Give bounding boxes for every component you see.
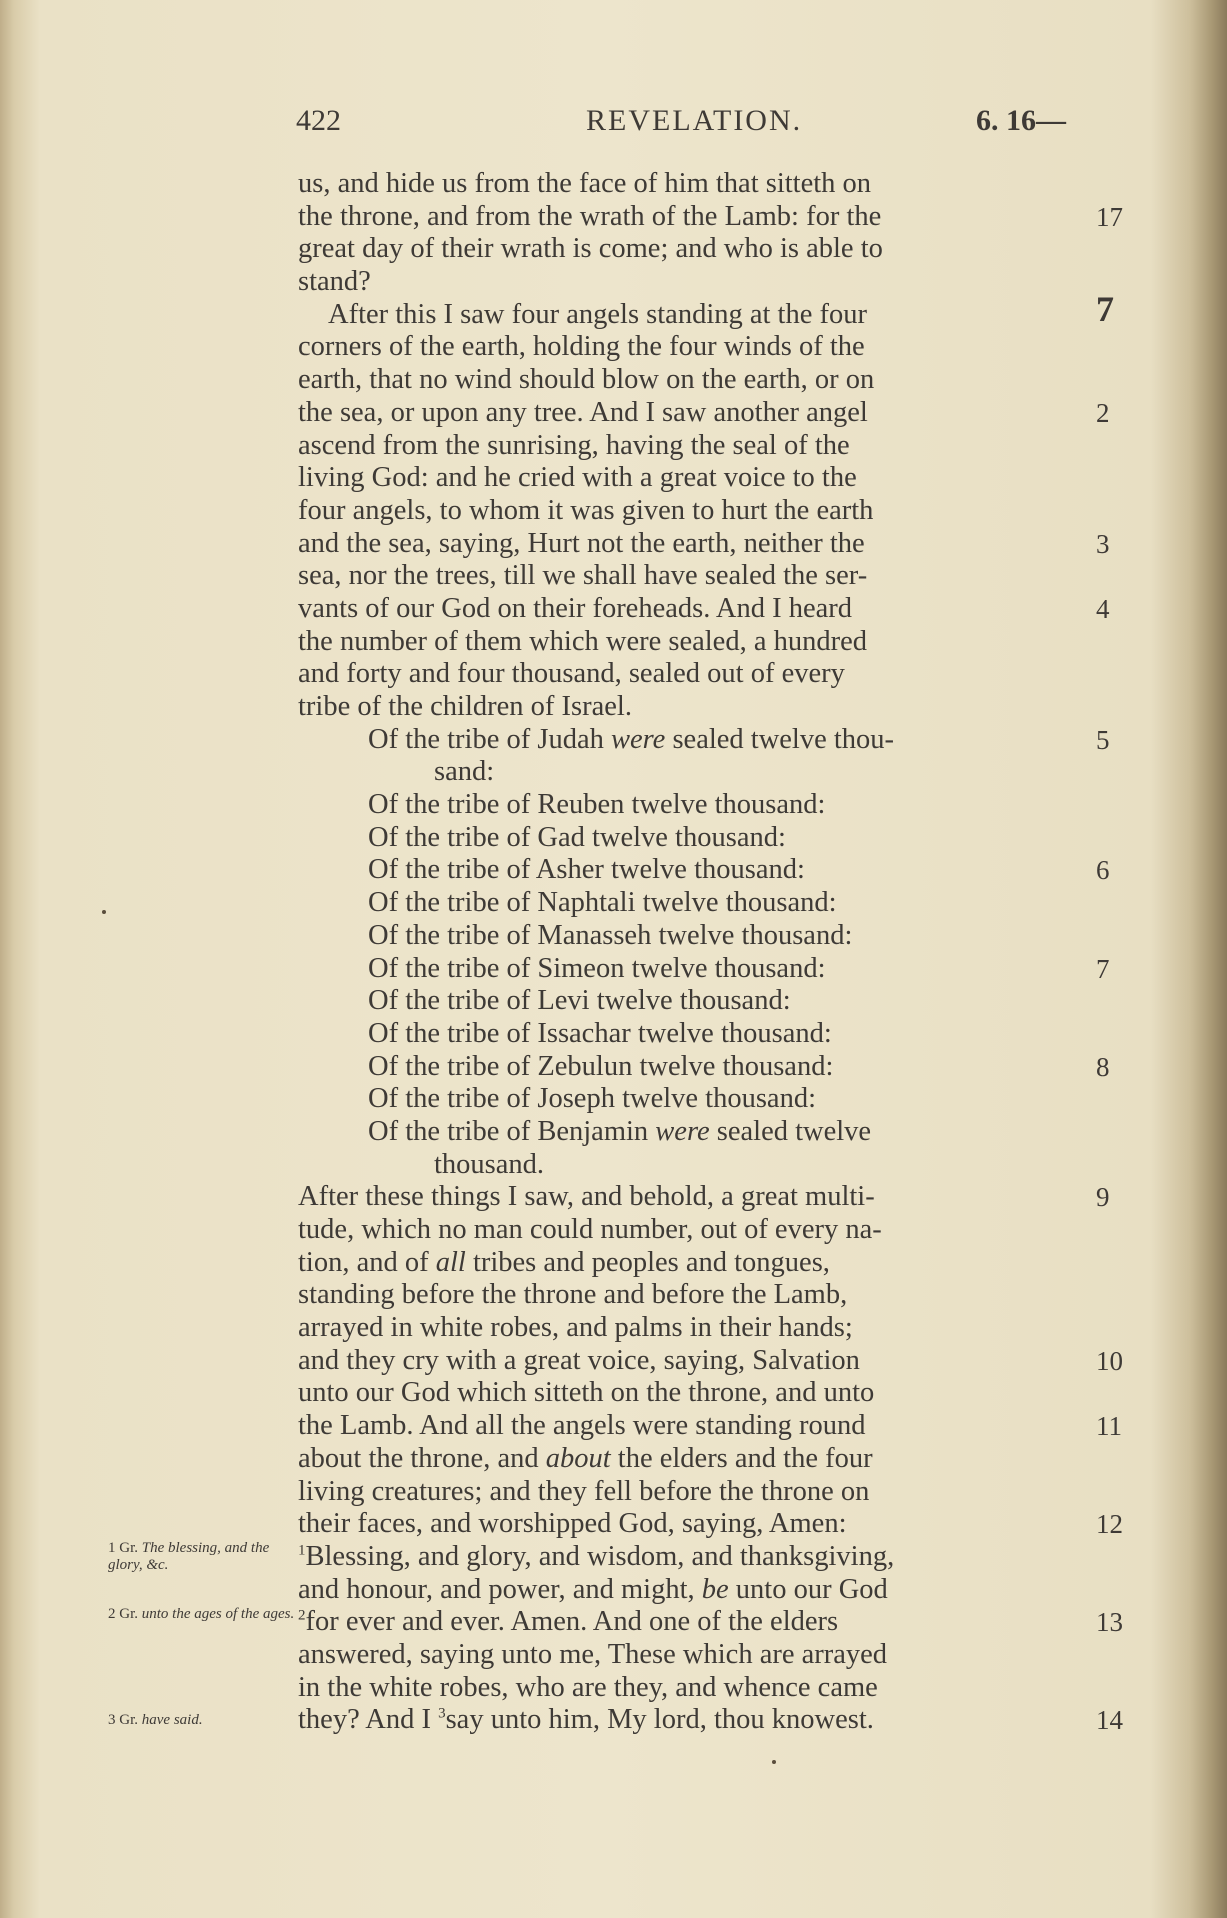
verse-number: 7 [1096, 953, 1110, 984]
line-text: about the throne, and [298, 1442, 546, 1474]
line-text: sand: [434, 756, 495, 788]
footnote-marker: 3 [438, 1705, 446, 1722]
line-text: in the white robes, who are they, and whence came [298, 1671, 878, 1703]
margin-note-3 [108, 1712, 298, 1729]
text-line [298, 200, 1123, 234]
line-text: Of the tribe of Reuben twelve thousand: [368, 789, 826, 821]
page-number: 422 [296, 104, 341, 137]
chapter-number: 7 [1096, 288, 1114, 329]
text-line [298, 1279, 1078, 1312]
margin-note-1 [108, 1540, 298, 1574]
text-line [298, 1508, 1123, 1541]
line-text: Of the tribe of Gad twelve thousand: [368, 821, 786, 853]
line-text: tribes and peoples and tongues, [465, 1246, 830, 1278]
running-header [296, 104, 1072, 144]
tribe-line [298, 756, 1078, 789]
text-line [298, 168, 1078, 201]
tribe-line [298, 887, 1078, 920]
text-line [298, 1410, 1122, 1443]
tribe-line [298, 1083, 1078, 1116]
verse-number: 5 [1096, 724, 1110, 755]
italic-word: were [610, 723, 666, 755]
line-text: the sea, or upon any tree. And I saw another angel [298, 396, 868, 428]
line-text: unto our God [728, 1573, 888, 1605]
line-text: and forty and four thousand, sealed out of every [298, 658, 845, 690]
margin-note-prefix: Gr. [119, 1606, 142, 1622]
tribe-line [298, 1116, 1078, 1149]
tribe-line [298, 723, 1110, 757]
text-line [298, 331, 1078, 364]
margin-note-prefix: Gr. [119, 1712, 142, 1728]
text-line [298, 1344, 1123, 1378]
line-text: Of the tribe of Benjamin [368, 1115, 656, 1147]
line-text: After these things I saw, and behold, a great multi- [298, 1181, 875, 1213]
margin-note-2 [108, 1606, 298, 1623]
line-text: four angels, to whom it was given to hurt the earth [298, 494, 874, 526]
line-text: earth, that no wind should blow on the earth, or on [298, 364, 875, 396]
line-text: answered, saying unto me, These which are arrayed [298, 1638, 888, 1670]
line-text: and the sea, saying, Hurt not the earth, neither the [298, 527, 865, 559]
line-text: Of the tribe of Zebulun twelve thousand: [368, 1050, 834, 1082]
tribe-line [298, 920, 1078, 953]
line-text: thousand. [434, 1148, 545, 1180]
margin-note-number: 1 [108, 1540, 116, 1556]
text-line [298, 626, 1078, 659]
verse-number: 17 [1096, 201, 1123, 232]
book-title: REVELATION. [586, 104, 803, 137]
text-line [298, 1214, 1078, 1247]
line-text: After this I saw four angels standing at the four [328, 298, 867, 330]
text-line [298, 233, 1078, 266]
text-line [298, 266, 1078, 299]
margin-note-text: have said. [141, 1712, 203, 1728]
margin-note-text: unto the ages of the ages. [141, 1606, 295, 1622]
tribe-line [298, 854, 1110, 887]
verse-number: 11 [1096, 1411, 1122, 1442]
text-line [298, 364, 1078, 397]
margin-note-text: The blessing, and the glory, &c. [108, 1540, 270, 1573]
tribe-line [298, 985, 1078, 1018]
line-text: tribe of the children of Israel. [298, 691, 632, 722]
scripture-text [298, 168, 1123, 1737]
text-line [298, 1443, 1078, 1476]
text-line [298, 1574, 1078, 1607]
line-text: standing before the throne and before the Lamb, [298, 1279, 848, 1311]
chapter-verse-reference: 6. 16— [976, 104, 1066, 137]
text-line [298, 560, 1078, 593]
line-text: Of the tribe of Levi twelve thousand: [368, 985, 791, 1017]
text-line [298, 1476, 1078, 1509]
line-text: Of the tribe of Naphtali twelve thousand: [368, 887, 837, 919]
line-text: tion, and of [298, 1246, 436, 1278]
line-text: and honour, and power, and might, [298, 1573, 702, 1605]
text-line [298, 1606, 1123, 1639]
line-text: Of the tribe of Manasseh twelve thousand: [368, 919, 853, 951]
line-text: sealed twelve [709, 1115, 872, 1147]
italic-word: all [435, 1246, 466, 1278]
tribe-line [298, 822, 1078, 855]
tribe-line [298, 1149, 1078, 1182]
text-line [298, 495, 1078, 528]
line-text: living God: and he cried with a great voice to the [298, 462, 857, 494]
text-line [298, 462, 1078, 495]
line-text: living creatures; and they fell before the throne on [298, 1475, 870, 1507]
italic-word: be [701, 1573, 729, 1605]
text-line [298, 1181, 1110, 1214]
line-text: corners of the earth, holding the four winds of the [298, 331, 865, 363]
line-text: Blessing, and glory, and wisdom, and thanksgiving, [305, 1540, 895, 1572]
line-text: vants of our God on their foreheads. And I heard [298, 592, 853, 624]
verse-number: 10 [1096, 1345, 1123, 1376]
line-text: great day of their wrath is come; and who is able to [298, 233, 883, 265]
line-text: they? And I [298, 1704, 439, 1736]
verse-number: 3 [1096, 528, 1110, 559]
line-text: Of the tribe of Judah [368, 723, 611, 755]
italic-word: were [655, 1115, 710, 1147]
line-text: the number of them which were sealed, a hundred [298, 625, 867, 657]
line-text: the elders and the four [610, 1442, 873, 1474]
line-text: Of the tribe of Issachar twelve thousand: [368, 1017, 832, 1049]
line-text: arrayed in white robes, and palms in their hands; [298, 1312, 853, 1344]
text-line [298, 288, 1114, 332]
line-text: the Lamb. And all the angels were standing round [298, 1410, 866, 1442]
text-line [298, 1541, 1078, 1574]
text-line [298, 1377, 1078, 1410]
footnote-marker: 1 [298, 1542, 306, 1559]
verse-number: 2 [1096, 397, 1110, 428]
verse-number: 14 [1096, 1705, 1123, 1736]
line-text: for ever and ever. Amen. And one of the elders [305, 1606, 839, 1638]
line-text: us, and hide us from the face of him that sitteth on [298, 168, 872, 199]
line-text: say unto him, My lord, thou knowest. [445, 1704, 874, 1736]
line-text: Of the tribe of Joseph twelve thousand: [368, 1083, 816, 1115]
tribe-line [298, 1050, 1110, 1084]
text-line [298, 592, 1110, 626]
text-line [298, 1247, 1078, 1280]
line-text: unto our God which sitteth on the throne, and unto [298, 1377, 875, 1409]
margin-note-number: 2 [108, 1606, 116, 1622]
text-line [298, 658, 1078, 691]
line-text: stand? [298, 266, 371, 298]
tribe-line [298, 789, 1078, 822]
text-line [298, 1312, 1078, 1345]
line-text: tude, which no man could number, out of every na- [298, 1214, 882, 1245]
verse-number: 4 [1096, 593, 1110, 624]
text-line [298, 691, 1078, 724]
verse-number: 12 [1096, 1509, 1123, 1540]
verse-number: 6 [1096, 855, 1110, 886]
margin-note-number: 3 [108, 1712, 116, 1728]
tribe-line [298, 952, 1110, 986]
tribe-line [298, 1018, 1078, 1051]
page-speck [772, 1760, 776, 1764]
page-speck [102, 910, 106, 914]
margin-note-prefix: Gr. [119, 1540, 142, 1556]
line-text: the throne, and from the wrath of the Lamb: for the [298, 200, 882, 232]
line-text: and they cry with a great voice, saying, Salvation [298, 1344, 860, 1376]
line-text: sea, nor the trees, till we shall have sealed the ser- [298, 560, 868, 592]
text-line [298, 1704, 1123, 1737]
text-line [298, 527, 1110, 561]
line-text: sealed twelve thou- [665, 723, 895, 755]
text-line [298, 1672, 1078, 1705]
italic-word: about [545, 1442, 611, 1474]
verse-number: 8 [1096, 1051, 1110, 1082]
text-line [298, 396, 1110, 430]
text-line [298, 430, 1078, 463]
line-text: Of the tribe of Simeon twelve thousand: [368, 952, 826, 984]
text-line [298, 1639, 1078, 1672]
line-text: Of the tribe of Asher twelve thousand: [368, 854, 805, 886]
verse-number: 9 [1096, 1182, 1110, 1213]
line-text: their faces, and worshipped God, saying, Amen: [298, 1508, 847, 1540]
line-text: ascend from the sunrising, having the seal of the [298, 429, 850, 461]
verse-number: 13 [1096, 1607, 1123, 1638]
footnote-marker: 2 [298, 1607, 306, 1624]
